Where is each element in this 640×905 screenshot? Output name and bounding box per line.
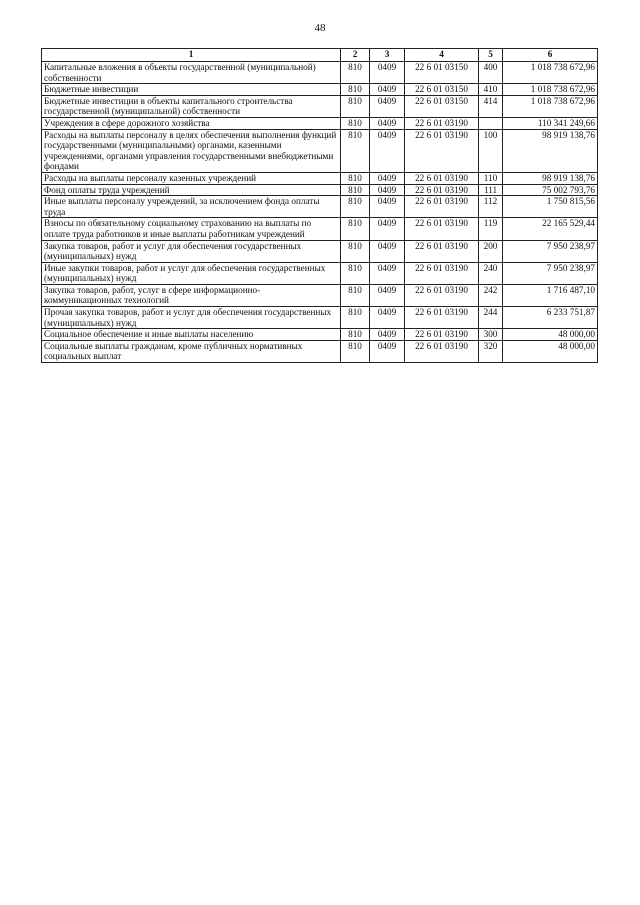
- ministry-code-cell: 810: [341, 340, 370, 362]
- table-row: [42, 196, 598, 218]
- expense-name-cell: Расходы на выплаты персоналу казенных учреждений: [42, 172, 341, 184]
- ministry-code-cell: 810: [341, 95, 370, 117]
- amount-cell: 98 919 138,76: [503, 172, 598, 184]
- section-code-cell: 0409: [370, 262, 405, 284]
- amount-cell: 98 919 138,76: [503, 129, 598, 172]
- table-row: [42, 284, 598, 306]
- amount-cell: 48 000,00: [503, 329, 598, 341]
- amount-cell: 6 233 751,87: [503, 307, 598, 329]
- expense-type-cell: 240: [479, 262, 503, 284]
- expense-type-cell: 119: [479, 218, 503, 240]
- table-row: [42, 218, 598, 240]
- section-code-cell: 0409: [370, 62, 405, 84]
- page-number: 48: [314, 22, 326, 34]
- amount-cell: 1 750 815,56: [503, 196, 598, 218]
- section-code-cell: 0409: [370, 329, 405, 341]
- target-article-cell: 22 6 01 03190: [405, 129, 479, 172]
- table-row: [42, 340, 598, 362]
- section-code-cell: 0409: [370, 84, 405, 96]
- target-article-cell: 22 6 01 03150: [405, 95, 479, 117]
- target-article-cell: 22 6 01 03190: [405, 284, 479, 306]
- expense-name-cell: Бюджетные инвестиции: [42, 84, 341, 96]
- table-row: [42, 184, 598, 196]
- table-row: [42, 240, 598, 262]
- table-row: [42, 84, 598, 96]
- table-row: [42, 329, 598, 341]
- target-article-cell: 22 6 01 03190: [405, 240, 479, 262]
- expense-name-cell: Взносы по обязательному социальному страхованию на выплаты по оплате труда работников и иные выплаты работникам учреждений: [42, 218, 341, 240]
- section-code-cell: 0409: [370, 218, 405, 240]
- section-code-cell: 0409: [370, 117, 405, 129]
- target-article-cell: 22 6 01 03190: [405, 340, 479, 362]
- expense-type-cell: 410: [479, 84, 503, 96]
- header-cell: 1: [42, 49, 341, 62]
- amount-cell: 1 018 738 672,96: [503, 62, 598, 84]
- target-article-cell: 22 6 01 03190: [405, 218, 479, 240]
- expense-type-cell: 112: [479, 196, 503, 218]
- expense-name-cell: Фонд оплаты труда учреждений: [42, 184, 341, 196]
- ministry-code-cell: 810: [341, 62, 370, 84]
- target-article-cell: 22 6 01 03190: [405, 307, 479, 329]
- expense-type-cell: 242: [479, 284, 503, 306]
- ministry-code-cell: 810: [341, 172, 370, 184]
- table-row: [42, 172, 598, 184]
- header-cell: 4: [405, 49, 479, 62]
- amount-cell: 7 950 238,97: [503, 240, 598, 262]
- amount-cell: 48 000,00: [503, 340, 598, 362]
- section-code-cell: 0409: [370, 340, 405, 362]
- target-article-cell: 22 6 01 03190: [405, 184, 479, 196]
- expense-type-cell: 300: [479, 329, 503, 341]
- target-article-cell: 22 6 01 03150: [405, 84, 479, 96]
- budget-table: [41, 48, 598, 363]
- amount-cell: 7 950 238,97: [503, 262, 598, 284]
- expense-type-cell: 414: [479, 95, 503, 117]
- target-article-cell: 22 6 01 03150: [405, 62, 479, 84]
- expense-name-cell: Расходы на выплаты персоналу в целях обеспечения выполнения функций государственными (муниципальными) органами, казенными учреждениями, органами управления государственными внебюджетными фондами: [42, 129, 341, 172]
- table-row: [42, 62, 598, 84]
- header-cell: 2: [341, 49, 370, 62]
- ministry-code-cell: 810: [341, 196, 370, 218]
- target-article-cell: 22 6 01 03190: [405, 117, 479, 129]
- expense-type-cell: 244: [479, 307, 503, 329]
- section-code-cell: 0409: [370, 95, 405, 117]
- expense-type-cell: 400: [479, 62, 503, 84]
- expense-name-cell: Прочая закупка товаров, работ и услуг для обеспечения государственных (муниципальных) нужд: [42, 307, 341, 329]
- amount-cell: 1 716 487,10: [503, 284, 598, 306]
- table-body: [42, 62, 598, 363]
- ministry-code-cell: 810: [341, 284, 370, 306]
- table-row: [42, 117, 598, 129]
- table-row: [42, 129, 598, 172]
- target-article-cell: 22 6 01 03190: [405, 329, 479, 341]
- ministry-code-cell: 810: [341, 184, 370, 196]
- expense-name-cell: Иные закупки товаров, работ и услуг для обеспечения государственных (муниципальных) нужд: [42, 262, 341, 284]
- amount-cell: 1 018 738 672,96: [503, 84, 598, 96]
- table-row: [42, 307, 598, 329]
- expense-type-cell: 110: [479, 172, 503, 184]
- target-article-cell: 22 6 01 03190: [405, 172, 479, 184]
- table-row: [42, 262, 598, 284]
- expense-type-cell: 200: [479, 240, 503, 262]
- ministry-code-cell: 810: [341, 240, 370, 262]
- section-code-cell: 0409: [370, 196, 405, 218]
- section-code-cell: 0409: [370, 184, 405, 196]
- amount-cell: 75 002 793,76: [503, 184, 598, 196]
- header-cell: 5: [479, 49, 503, 62]
- amount-cell: 1 018 738 672,96: [503, 95, 598, 117]
- ministry-code-cell: 810: [341, 262, 370, 284]
- table-row: [42, 95, 598, 117]
- ministry-code-cell: 810: [341, 117, 370, 129]
- header-cell: 3: [370, 49, 405, 62]
- expense-name-cell: Бюджетные инвестиции в объекты капитального строительства государственной (муниципальной) собственности: [42, 95, 341, 117]
- target-article-cell: 22 6 01 03190: [405, 262, 479, 284]
- section-code-cell: 0409: [370, 284, 405, 306]
- section-code-cell: 0409: [370, 240, 405, 262]
- expense-name-cell: Иные выплаты персоналу учреждений, за исключением фонда оплаты труда: [42, 196, 341, 218]
- ministry-code-cell: 810: [341, 307, 370, 329]
- expense-name-cell: Закупка товаров, работ и услуг для обеспечения государственных (муниципальных) нужд: [42, 240, 341, 262]
- section-code-cell: 0409: [370, 307, 405, 329]
- ministry-code-cell: 810: [341, 218, 370, 240]
- expense-type-cell: 100: [479, 129, 503, 172]
- header-cell: 6: [503, 49, 598, 62]
- ministry-code-cell: 810: [341, 84, 370, 96]
- amount-cell: 22 165 529,44: [503, 218, 598, 240]
- expense-name-cell: Капитальные вложения в объекты государственной (муниципальной) собственности: [42, 62, 341, 84]
- target-article-cell: 22 6 01 03190: [405, 196, 479, 218]
- expense-name-cell: Закупка товаров, работ, услуг в сфере информационно-коммуникационных технологий: [42, 284, 341, 306]
- ministry-code-cell: 810: [341, 129, 370, 172]
- expense-type-cell: 320: [479, 340, 503, 362]
- amount-cell: 110 341 249,66: [503, 117, 598, 129]
- expense-name-cell: Социальное обеспечение и иные выплаты населению: [42, 329, 341, 341]
- table-header-row: [42, 49, 598, 62]
- expense-name-cell: Социальные выплаты гражданам, кроме публичных нормативных социальных выплат: [42, 340, 341, 362]
- expense-type-cell: [479, 117, 503, 129]
- ministry-code-cell: 810: [341, 329, 370, 341]
- section-code-cell: 0409: [370, 129, 405, 172]
- expense-name-cell: Учреждения в сфере дорожного хозяйства: [42, 117, 341, 129]
- expense-type-cell: 111: [479, 184, 503, 196]
- section-code-cell: 0409: [370, 172, 405, 184]
